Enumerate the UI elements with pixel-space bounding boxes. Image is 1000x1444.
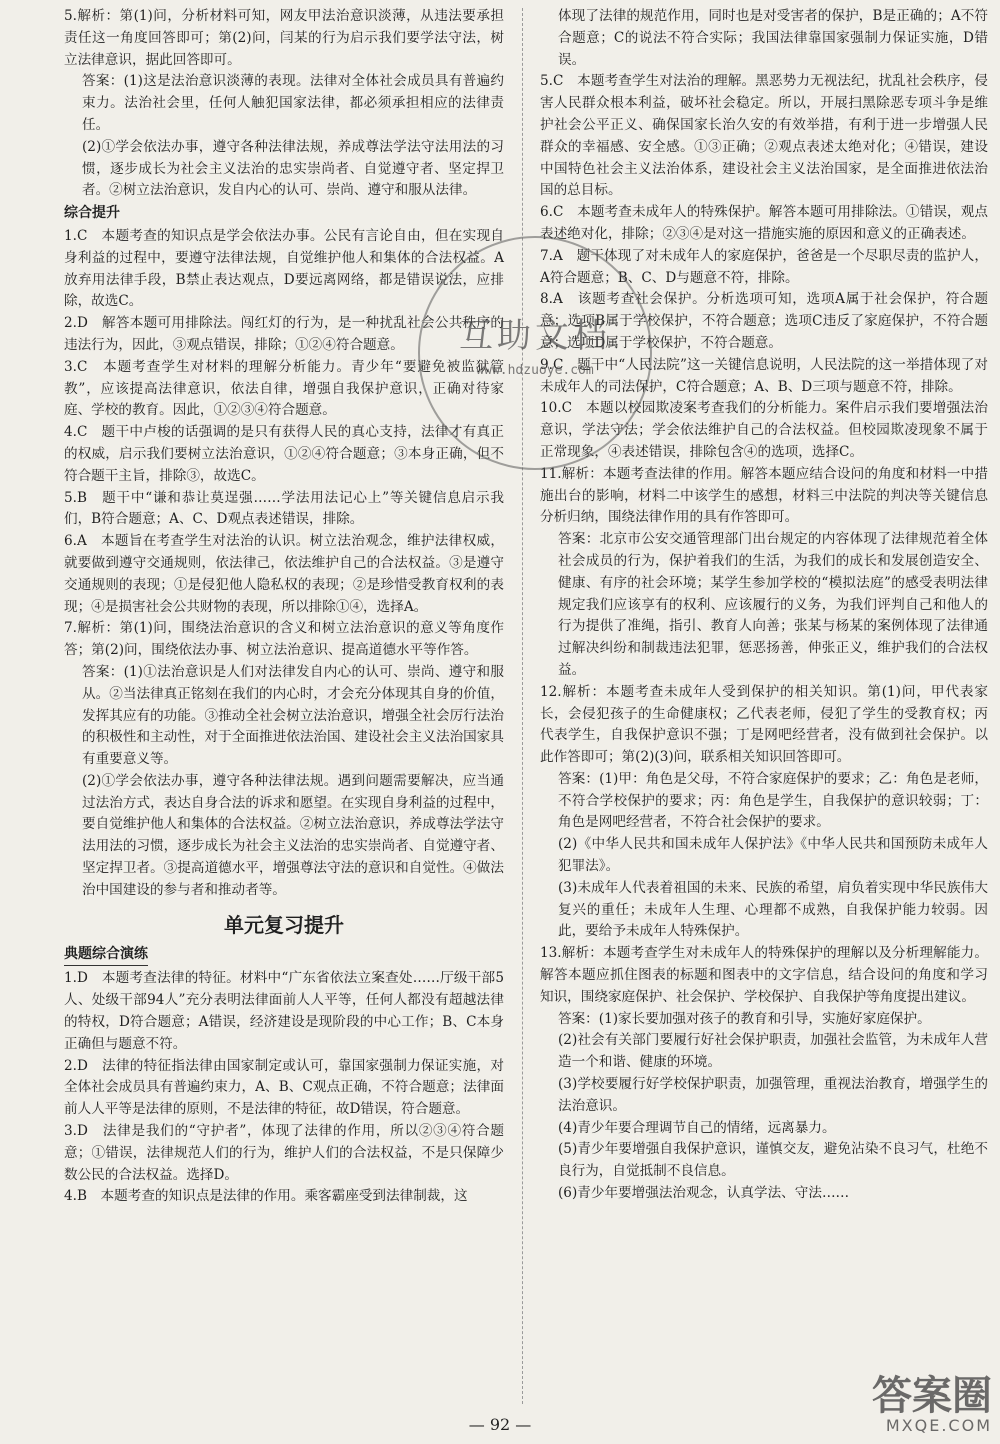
answer-paragraph: (2)《中华人民共和国未成年人保护法》《中华人民共和国预防未成年人犯罪法》。 xyxy=(558,836,988,875)
answer-paragraph: 6.A 本题旨在考查学生对法治的认识。树立法治观念，维护法律权威，就要做到遵守交通规则，依法律己，依法维护自己的合法权益。③是遵守交通规则的表现；①是侵犯他人隐私权的表现；②是珍惜受教育权利的表现；④是损害社会公共财物的表现，所以排除①④，选择A。 xyxy=(64,533,504,615)
stamp-text: 互助文档 xyxy=(459,316,611,356)
answer-paragraph: 1.C 本题考查的知识点是学会依法办事。公民有言论自由，但在实现自身利益的过程中，要遵守法律法规，自觉维护他人和集体的合法权益。A放弃用法律手段，B禁止表达观点，D要远离网络，都是错误说法，应排除，故选C。 xyxy=(64,227,504,310)
answer-paragraph: 9.C 题干中“人民法院”这一关键信息说明，人民法院的这一举措体现了对未成年人的司法保护，C符合题意；A、B、D三项与题意不符，排除。 xyxy=(540,356,988,395)
answer-paragraph: 答案：(1)这是法治意识淡薄的表现。法律对全体社会成员具有普遍约束力。法治社会里，任何人触犯国家法律，都必须承担相应的法律责任。 xyxy=(82,73,504,133)
answer-paragraph: 5.C 本题考查学生对法治的理解。黑恶势力无视法纪，扰乱社会秩序，侵害人民群众根本利益，破坏社会稳定。所以，开展扫黑除恶专项斗争是维护社会公平正义、确保国家长治久安的有效举措，有利于进一步增强人民群众的幸福感、安全感。①③正确；②观点表述太绝对化；④错误，建设中国特色社会主义法治体系，建设社会主义法治国家，是全面推进依法治国的总目标。 xyxy=(540,73,988,199)
answer-paragraph: 7.A 题干体现了对未成年人的家庭保护，爸爸是一个尽职尽责的监护人，A符合题意；B、C、D与题意不符，排除。 xyxy=(540,247,988,286)
watermark-site: MXQE.COM xyxy=(885,1416,992,1435)
answer-paragraph: (2)①学会依法办事，遵守各种法律法规。遇到问题需要解决，应当通过法治方式，表达自身合法的诉求和愿望。在实现自身利益的过程中，要自觉维护他人和集体的合法权益。②树立法治意识，养成尊法学法守法用法的习惯，逐步成长为社会主义法治的忠实崇尚者、自觉遵守者、坚定捍卫者。③提高道德水平，增强尊法守法的意识和自觉性。④做法治中国建设的参与者和推动者等。 xyxy=(82,772,504,898)
answer-paragraph: 11.解析：本题考查法律的作用。解答本题应结合设问的角度和材料一中措施出台的影响，材料二中该学生的感想，材料三中法院的判决等关键信息分析归纳，围绕法律作用的具有作答即可。 xyxy=(540,465,988,526)
answer-paragraph: 8.A 该题考查社会保护。分析选项可知，选项A属于社会保护，符合题意；选项B属于学校保护，不符合题意；选项C违反了家庭保护，不符合题意；选项D属于学校保护，不符合题意。 xyxy=(540,291,988,351)
answer-paragraph: 答案：(1)家长要加强对孩子的教育和引导，实施好家庭保护。 xyxy=(558,1010,931,1027)
answer-paragraph: 12.解析：本题考查未成年人受到保护的相关知识。第(1)问，甲代表家长，会侵犯孩子的生命健康权；乙代表老师，侵犯了学生的受教育权；丙代表学生，自我保护意识不强；丁是网吧经营者，没有做到社会保护。以此作答即可；第(2)(3)问，联系相关知识回答即可。 xyxy=(540,683,988,766)
answer-paragraph: (3)学校要履行好学校保护职责，加强管理，重视法治教育，增强学生的法治意识。 xyxy=(558,1076,988,1114)
left-column xyxy=(64,6,504,1208)
page-number: — 92 — xyxy=(468,1415,532,1434)
answer-paragraph: (2)①学会依法办事，遵守各种法律法规，养成尊法学法守法用法的习惯，逐步成长为社会主义法治的忠实崇尚者、自觉遵守者、坚定捍卫者。②树立法治意识，发自内心的认可、崇尚、遵守和服从法律。 xyxy=(82,138,504,199)
stamp-url: www.hdzuoye.com xyxy=(476,363,594,378)
answer-paragraph: 2.D 法律的特征指法律由国家制定或认可，靠国家强制力保证实施，对全体社会成员具有普遍约束力，A、B、C观点正确，不符合题意；法律面前人人平等是法律的原则，不是法律的特征，故D错误，符合题意。 xyxy=(64,1057,504,1118)
answer-paragraph: 7.解析：第(1)问，围绕法治意识的含义和树立法治意识的意义等角度作答；第(2)问，围绕依法办事、树立法治意识、提高道德水平等作答。 xyxy=(64,620,504,659)
answer-paragraph: 答案：(1)甲：角色是父母，不符合家庭保护的要求；乙：角色是老师，不符合学校保护的要求；丙：角色是学生，自我保护的意识较弱；丁：角色是网吧经营者，不符合社会保护的要求。 xyxy=(558,770,988,831)
answer-paragraph: (3)未成年人代表着祖国的未来、民族的希望，肩负着实现中华民族伟大复兴的重任；未成年人生理、心理都不成熟，自我保护能力较弱。因此，要给予未成年人特殊保护。 xyxy=(558,879,988,940)
column-divider xyxy=(522,8,523,1404)
answer-paragraph: (5)青少年要增强自我保护意识，谨慎交友，避免沾染不良习气，杜绝不良行为，自觉抵制不良信息。 xyxy=(558,1141,988,1180)
answer-paragraph: 4.B 本题考查的知识点是法律的作用。乘客霸座受到法律制裁，这 xyxy=(64,1188,468,1205)
answer-paragraph: 4.C 题干中卢梭的话强调的是只有获得人民的真心支持，法律才有真正的权威，启示我们要树立法治意识，①②④符合题意；③本身正确，但不符合题干主旨，排除③，故选C。 xyxy=(64,424,504,484)
section-heading: 典题综合演练 xyxy=(64,944,148,967)
answer-paragraph: (2)社会有关部门要履行好社会保护职责，加强社会监管，为未成年人营造一个和谐、健康的环境。 xyxy=(558,1032,988,1071)
answer-paragraph: 10.C 本题以校园欺凌案考查我们的分析能力。案件启示我们要增强法治意识，学法守法；学会依法维护自己的合法权益。但校园欺凌现象不属于正常现象，④表述错误，排除包含④的选项，选择C。 xyxy=(540,400,988,460)
answer-paragraph: 5.B 题干中“谦和恭让莫逞强……学法用法记心上”等关键信息启示我们，B符合题意；A、C、D观点表述错误，排除。 xyxy=(64,489,504,528)
answer-paragraph: (4)青少年要合理调节自己的情绪，远离暴力。 xyxy=(558,1119,836,1136)
answer-paragraph: 答案：(1)①法治意识是人们对法律发自内心的认可、崇尚、遵守和服从。②当法律真正铭刻在我们的内心时，才会充分体现其自身的价值，发挥其应有的功能。③推动全社会树立法治意识，增强全社会厉行法治的积极性和主动性，对于全面推进依法治国、建设社会主义法治国家具有重要意义等。 xyxy=(82,663,504,768)
watermark-logo: 答案圈 xyxy=(872,1373,992,1419)
unit-title: 单元复习提升 xyxy=(224,912,344,937)
watermark-stamp xyxy=(418,236,652,470)
answer-paragraph: 3.D 法律是我们的“守护者”，体现了法律的作用，所以②③④符合题意；①错误，法律规范人们的行为，维护人们的合法权益，不是只保障少数公民的合法权益。选择D。 xyxy=(64,1123,504,1183)
answer-paragraph: 13.解析：本题考查学生对未成年人的特殊保护的理解以及分析理解能力。解答本题应抓住图表的标题和图表中的文字信息，结合设问的角度和学习知识，围绕家庭保护、社会保护、学校保护、自我保护等角度提出建议。 xyxy=(540,945,988,1005)
answer-paragraph: 5.解析：第(1)问，分析材料可知，网友甲法治意识淡薄，从违法要承担责任这一角度回答即可；第(2)问，闫某的行为启示我们要学法守法，树立法律意识，据此回答即可。 xyxy=(64,8,504,68)
answer-paragraph: (6)青少年要增强法治观念，认真学法、守法…… xyxy=(558,1185,850,1202)
section-heading: 综合提升 xyxy=(64,205,120,222)
answer-paragraph: 体现了法律的规范作用，同时也是对受害者的保护，B是正确的；A不符合题意；C的说法不符合实际；我国法律靠国家强制力保证实施，D错误。 xyxy=(558,8,988,68)
answer-paragraph: 2.D 解答本题可用排除法。闯红灯的行为，是一种扰乱社会公共秩序的违法行为，因此，③观点错误，排除；①②④符合题意。 xyxy=(64,315,504,353)
answer-paragraph: 答案：北京市公安交通管理部门出台规定的内容体现了法律规范着全体社会成员的行为，保护着我们的生活，为我们的成长和发展创造安全、健康、有序的社会环境；某学生参加学校的“模拟法庭”的感受表明法律规定我们应该享有的权利、应该履行的义务，为我们评判自己和他人的行为提供了准绳，指引、教育人向善；张某与杨某的案例体现了法律通过解决纠纷和制裁违法犯罪，惩恶扬善，伸张正义，维护我们的合法权益。 xyxy=(558,531,988,678)
answer-paragraph: 3.C 本题考查学生对材料的理解分析能力。青少年“要避免被监狱管教”，应该提高法律意识，依法自律，增强自我保护意识，正确对待家庭、学校的教育。因此，①②③④符合题意。 xyxy=(64,358,504,419)
answer-paragraph: 1.D 本题考查法律的特征。材料中“广东省依法立案查处……厅级干部5人、处级干部94人”充分表明法律面前人人平等，任何人都没有超越法律的特权，D符合题意；A错误，经济建设是现阶段的中心工作；B、C本身正确但与题意不符。 xyxy=(64,970,504,1052)
answer-paragraph: 6.C 本题考查未成年人的特殊保护。解答本题可用排除法。①错误，观点表述绝对化，排除；②③④是对这一措施实施的原因和意义的正确表述。 xyxy=(540,204,988,242)
corner-watermark xyxy=(812,1373,992,1438)
right-column xyxy=(540,6,988,1205)
